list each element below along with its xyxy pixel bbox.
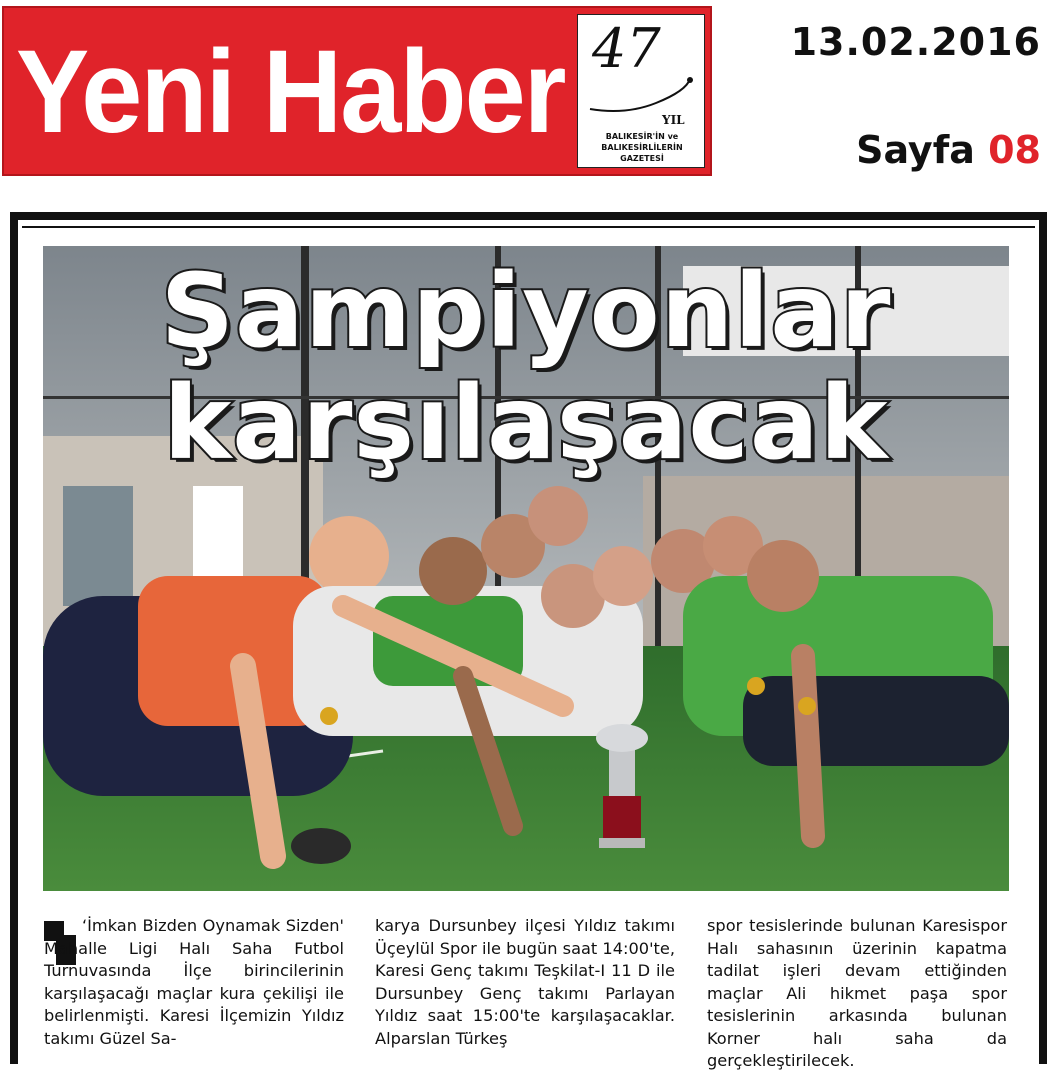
badge-suffix: YIL <box>662 113 685 127</box>
newspaper-name: Yeni Haber <box>16 26 565 158</box>
swoosh-icon <box>586 75 696 115</box>
article-frame-rule <box>22 226 1035 228</box>
column-1-text: ‘İmkan Bizden Oynamak Sizden' Mahalle Ligi Halı Saha Futbol Turnuvasında İlçe birincilerinin karşılaşacağı maçlar kura çekilişi ile belirlenmişti. Karesi İlçemizin Yıldız takımı Güzel Sa- <box>44 916 344 1048</box>
page-number: 08 <box>988 128 1041 172</box>
page-word: Sayfa <box>856 128 975 172</box>
badge-tagline: BALIKESİR'İN ve BALIKESİRLİLERİN GAZETESİ <box>601 132 683 163</box>
masthead-logo <box>2 6 712 176</box>
headline-line-2: karşılaşacak <box>163 364 889 483</box>
article-frame-left <box>10 212 18 1064</box>
article-column-2: karya Dursunbey ilçesi Yıldız takımı Üçeylül Spor ile bugün saat 14:00'te, Karesi Genç takımı Teşkilat-I 11 D ile Dursunbey Genç takımı Parlayan Yıldız saat 15:00'te karşılaşacaklar. Alparslan Türkeş <box>375 916 675 1048</box>
article-frame-right <box>1039 212 1047 1064</box>
badge-number: 47 <box>592 17 661 80</box>
article-frame-top <box>10 212 1047 220</box>
anniversary-badge <box>577 14 705 168</box>
article-column-3: spor tesislerinde bulunan Karesispor Halı sahasının üzerinin kapatma tadilat işleri devam ettiğinden maçlar Ali hikmet paşa spor tesislerinin arkasında bulunan Korner halı saha da gerçekleştirilecek. <box>707 916 1007 1070</box>
issue-date: 13.02.2016 <box>790 20 1041 64</box>
page-number-label <box>856 128 1041 172</box>
headline-line-1: Şampiyonlar <box>160 252 892 371</box>
article-column-1 <box>44 915 344 1060</box>
article-headline <box>43 252 1009 483</box>
